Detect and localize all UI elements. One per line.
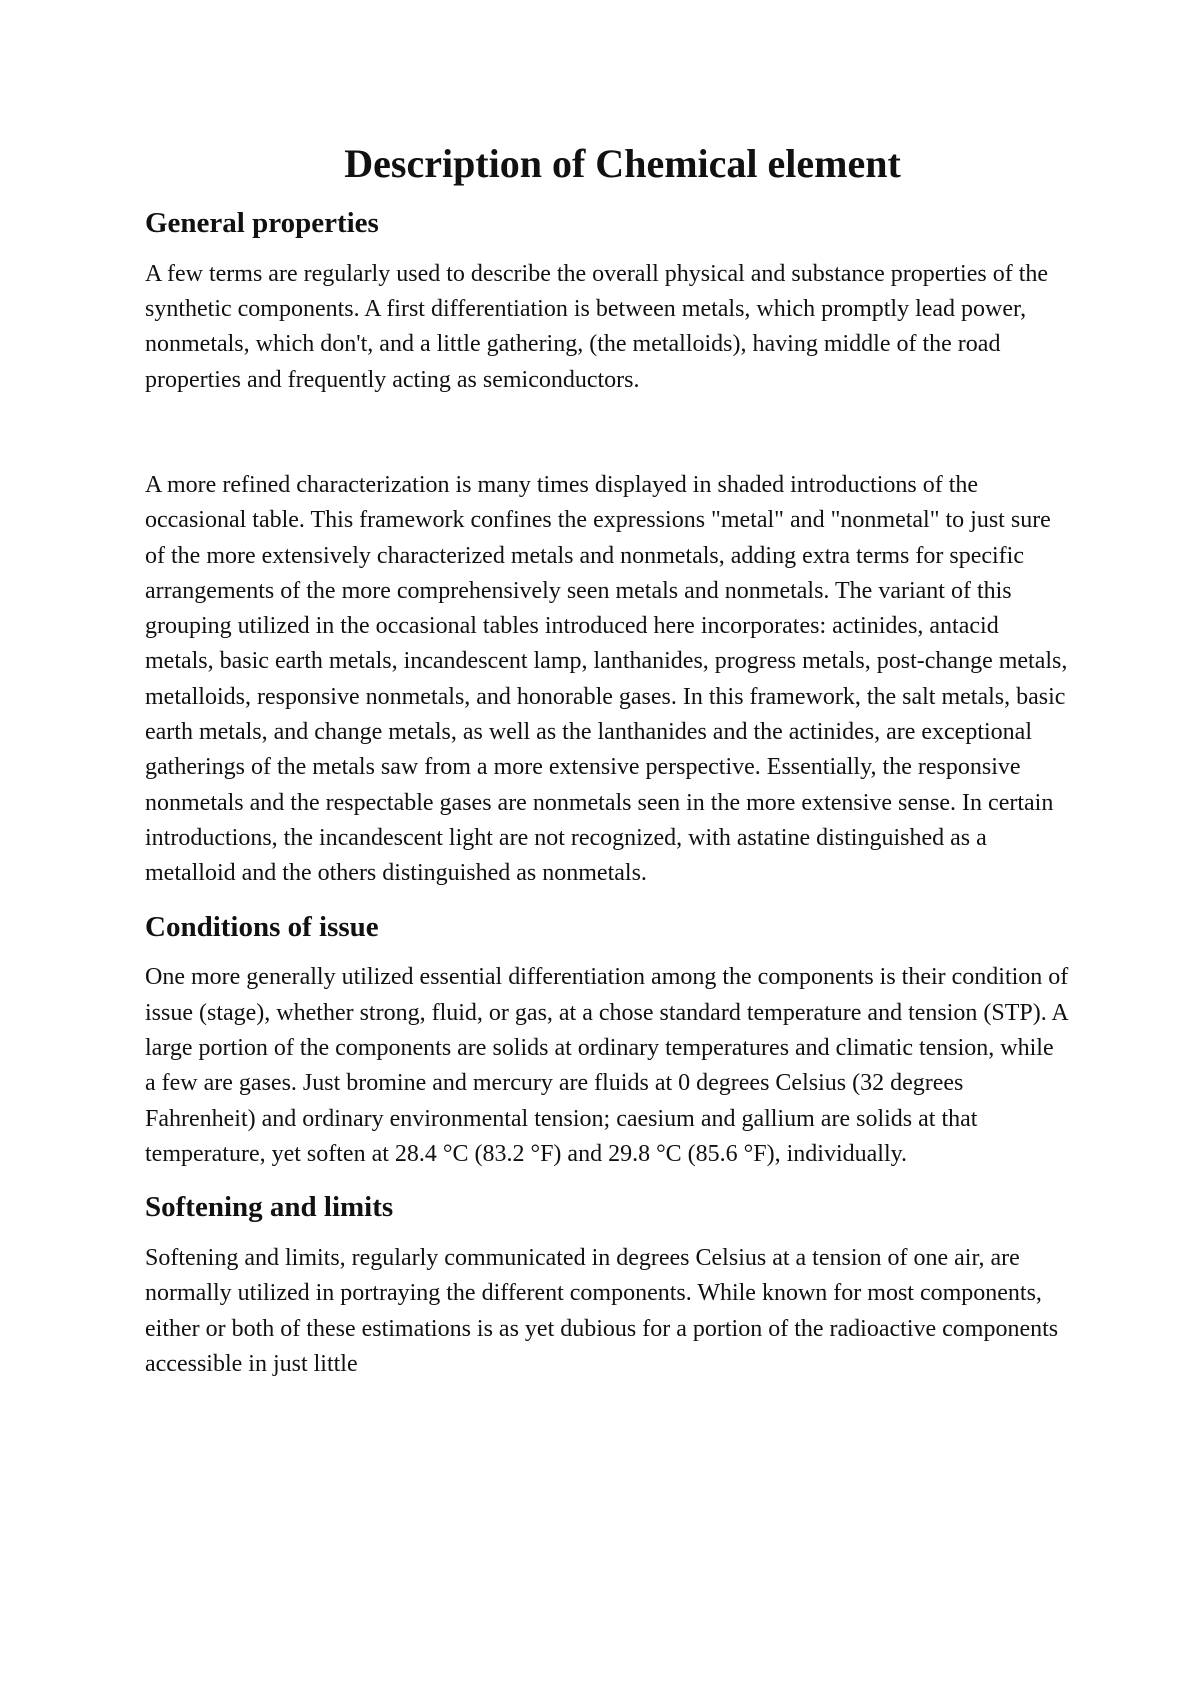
document-page — [145, 140, 1070, 1400]
section-heading: Softening and limits — [145, 1191, 394, 1224]
paragraph: Softening and limits, regularly communicated in degrees Celsius at a tension of one air, are normally utilized in portraying the different components. While known for most components, either or both of these estimations is as yet dubious for a portion of the radioactive components accessible in just little — [145, 1244, 1059, 1377]
section-general-properties — [145, 206, 1070, 892]
section-heading: General properties — [145, 207, 379, 239]
section-softening-and-limits — [145, 1190, 1070, 1382]
paragraph: A few terms are regularly used to describe the overall physical and substance properties of the synthetic components. A first differentiation is between metals, which promptly lead power, nonmetals, which don't, and a little gathering, (the metalloids), having middle of the road properties and frequently acting as semiconductors. — [145, 260, 1049, 393]
section-heading: Conditions of issue — [145, 910, 379, 943]
paragraph: A more refined characterization is many times displayed in shaded introductions of the occasional table. This framework confines the expressions "metal" and "nonmetal" to just sure of the more extensively characterized metals and nonmetals, adding extra terms for specific arrangements of the more comprehensively seen metals and nonmetals. The variant of this grouping utilized in the occasional tables introduced here incorporates: actinides, antacid metals, basic earth metals, incandescent lamp, lanthanides, progress metals, post-change metals, metalloids, responsive nonmetals, and honorable gases. In this framework, the salt metals, basic earth metals, and change metals, as well as the lanthanides and the actinides, are exceptional gatherings of the metals saw from a more extensive perspective. Essentially, the responsive nonmetals and the respectable gases are nonmetals seen in the more extensive sense. In certain introductions, the incandescent light are not recognized, with astatine distinguished as a metalloid and the others distinguished as nonmetals. — [145, 471, 1068, 887]
document-title: Description of Chemical element — [344, 141, 901, 186]
section-conditions-of-issue — [145, 910, 1070, 1173]
paragraph: One more generally utilized essential differentiation among the components is their condition of issue (stage), whether strong, fluid, or gas, at a chose standard temperature and tension (STP). A large portion of the components are solids at ordinary temperatures and climatic tension, while a few are gases. Just bromine and mercury are fluids at 0 degrees Celsius (32 degrees Fahrenheit) and ordinary environmental tension; caesium and gallium are solids at that temperature, yet soften at 28.4 °C (83.2 °F) and 29.8 °C (85.6 °F), individually. — [145, 964, 1069, 1167]
